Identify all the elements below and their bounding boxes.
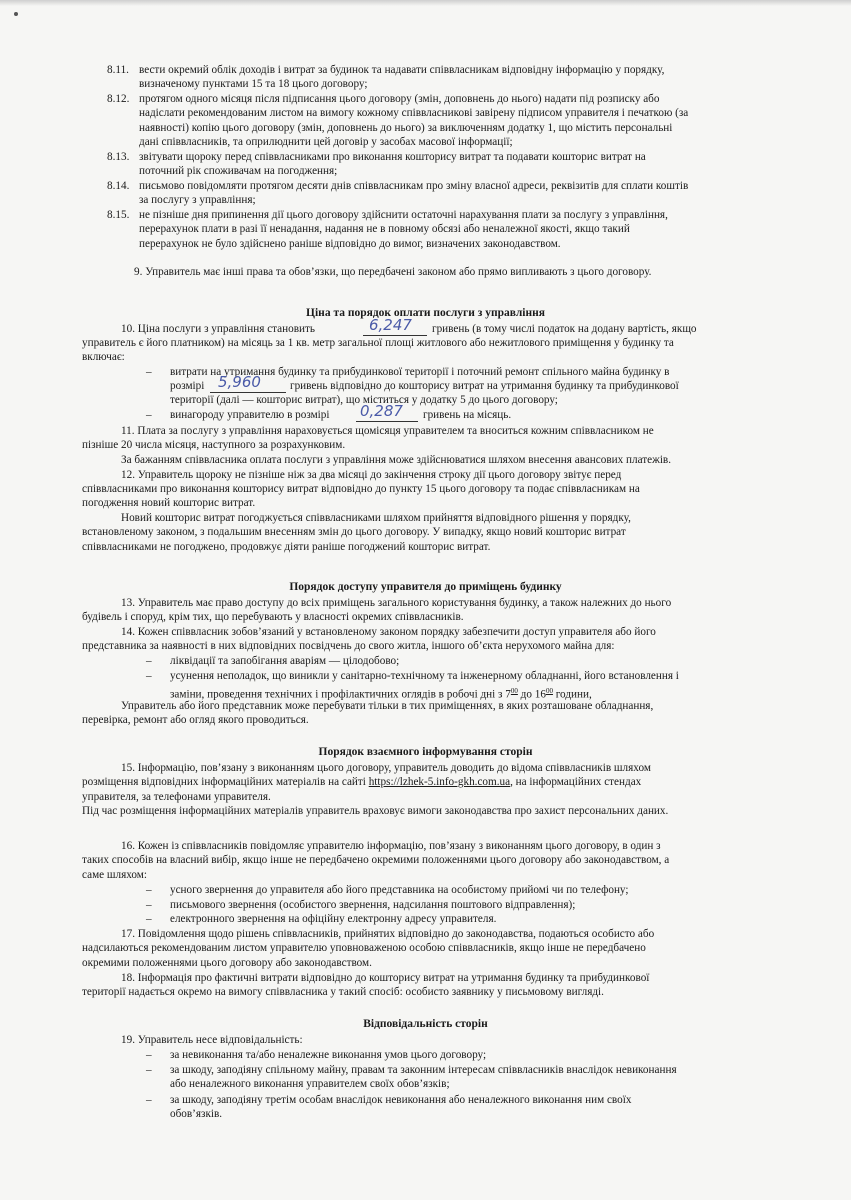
bullet-text: за шкоду, заподіяну третім особам внаслідок невиконання або неналежного виконання ним своїх [170, 1094, 632, 1106]
clause-13-text: будівель і споруд, крім тих, що перебувають у власності окремих співвласників. [82, 611, 464, 623]
bullet-text: усунення неполадок, що виникли у санітарно-технічному та інженерному обладнанні, його встановлення і [170, 670, 679, 682]
clause-15-text [82, 775, 641, 789]
bullet-text: розмірі [170, 380, 205, 392]
access-text: Управитель або його представник може перебувати тільки в тих приміщеннях, в яких розташоване обладнання, [121, 700, 654, 712]
clause-18-text: території надається окремо на вимогу співвласника у такий спосіб: особисто заявнику у письмовому вигляді. [82, 986, 604, 998]
clause-text: визначеному пунктами 15 та 18 цього договору; [139, 78, 368, 90]
hours-text: години, [552, 688, 592, 701]
bullet-text: території (далі — кошторис витрат), що міститься у додатку 5 до цього договору; [170, 394, 558, 406]
bullet-text: витрати на утримання будинку та прибудинкової території і поточний ремонт спільного майна будинку в [170, 366, 670, 378]
clause-text: за послугу з управління; [139, 194, 256, 206]
clause-17-text: надсилаються рекомендованим листом управителю уповноваженою особою співвласників, якщо інше не передбачено [82, 942, 646, 954]
bullet-text: усного звернення до управителя або його представника на особистому прийомі чи по телефону; [170, 884, 629, 896]
clause-15-text: Під час розміщення інформаційних матеріалів управитель враховує вимоги законодавства про захист персональних даних. [82, 805, 669, 817]
section-title-access: Порядок доступу управителя до приміщень будинку [289, 581, 562, 593]
clause-19-text: 19. Управитель несе відповідальність: [121, 1034, 303, 1046]
clause-12-text: встановленому законом, з подальшим внесенням змін до цього договору. У випадку, якщо новий кошторис витрат [82, 526, 626, 538]
clause-10-text: управитель є його платником) на місяць за 1 кв. метр загальної площі житлового або нежитлового приміщення у будинку та [82, 337, 674, 349]
handwritten-amount: 5,960 [218, 373, 261, 391]
clause-14-text: 14. Кожен співвласник зобов’язаний у встановленому законом порядку забезпечити доступ управителя або його [121, 626, 656, 638]
clause-number: 8.13. [107, 151, 130, 163]
clause-11-text: За бажанням співвласника оплата послуги з управління може здійснюватися шляхом внесення авансових платежів. [121, 454, 672, 466]
clause-11-text: 11. Плата за послугу з управління нараховується щомісяця управителем та вноситься кожним співвласником не [121, 425, 654, 437]
clause-text: звітувати щороку перед співвласниками про виконання кошторису витрат та подавати кошторис витрат на [139, 151, 646, 163]
clause-13-text: 13. Управитель має право доступу до всіх приміщень загального користування будинку, а також належних до нього [121, 597, 672, 609]
bullet-dash: – [146, 1049, 152, 1061]
clause-text: вести окремий облік доходів і витрат за будинок та надавати співвласникам відповідну інформацію у порядку, [139, 64, 665, 76]
clause-15-part: , на інформаційних стендах [510, 776, 642, 788]
section-title-price: Ціна та порядок оплати послуги з управління [306, 307, 545, 319]
bullet-text: гривень відповідно до кошторису витрат на утримання будинку та прибудинкової [290, 380, 679, 392]
clause-number: 8.14. [107, 180, 130, 192]
bullet-dash: – [146, 409, 152, 421]
hours-superscript: 00 [510, 687, 518, 695]
clause-11-text: пізніше 20 числа місяця, наступного за розрахунковим. [82, 439, 346, 451]
clause-text: перерахунок плати в разі її ненадання, надання не в повному обсязі або неналежної якості, якщо такий [139, 223, 630, 235]
clause-number: 8.15. [107, 209, 130, 221]
hours-superscript: 00 [545, 687, 553, 695]
scan-speck [14, 12, 18, 16]
bullet-text: за невиконання та/або неналежне виконання умов цього договору; [170, 1049, 487, 1061]
bullet-dash: – [146, 670, 152, 682]
handwritten-price: 6,247 [369, 316, 412, 334]
hours-text: до 16 [517, 688, 546, 701]
clause-text: наявності) копію цього договору (змін, доповнень до нього) за виключенням додатку 1, що містить персональні [139, 122, 673, 134]
section-title-information: Порядок взаємного інформування сторін [318, 746, 533, 758]
clause-9: 9. Управитель має інші права та обов’язки, що передбачені законом або прямо випливають з цього договору. [134, 266, 652, 278]
bullet-dash: – [146, 884, 152, 896]
clause-12-text: 12. Управитель щороку не пізніше ніж за два місяці до закінчення строку дії цього договору звітує перед [121, 469, 622, 481]
hours-text: заміни, проведення технічних і профілактичних оглядів в робочі дні з 7 [170, 688, 511, 701]
clause-12-text: співвласниками не погоджено, продовжує діяти раніше погоджений кошторис витрат. [82, 541, 491, 553]
clause-12-text: Новий кошторис витрат погоджується співвласниками шляхом прийняття відповідного рішення у порядку, [121, 512, 631, 524]
fill-line [356, 421, 418, 422]
bullet-text: гривень на місяць. [423, 409, 512, 421]
bullet-text: ліквідації та запобігання аваріям — цілодобово; [170, 655, 400, 667]
clause-text: дані співвласників, та оприлюднити цей договір у засобах масової інформації; [139, 136, 513, 148]
bullet-text: винагороду управителю в розмірі [170, 409, 330, 421]
clause-15-text: управителя, за телефонами управителя. [82, 791, 271, 803]
website-link[interactable]: https://lzhek-5.info-gkh.com.ua [368, 776, 511, 788]
clause-14-text: представника за наявності в них відповідних посвідчень до свого житла, іншого об’єкта нерухомого майна для: [82, 640, 615, 652]
bullet-text: письмового звернення (особистого звернення, надсилання поштового відправлення); [170, 899, 576, 911]
clause-18-text: 18. Інформація про фактичні витрати відповідно до кошторису витрат на утримання будинку та прибудинкової [121, 972, 650, 984]
clause-15-part: розміщення відповідних інформаційних матеріалів на сайті [82, 776, 366, 788]
clause-number: 8.12. [107, 93, 130, 105]
clause-15-text: 15. Інформацію, пов’язану з виконанням цього договору, управитель доводить до відома співвласників шляхом [121, 762, 651, 774]
bullet-text: обов’язків. [170, 1108, 223, 1120]
bullet-dash: – [146, 366, 152, 378]
clause-17-text: окремими положеннями цього договору або законодавством. [82, 957, 372, 969]
clause-text: перерахунок не було здійснено раніше відповідно до вимог, визначених законодавством. [139, 238, 561, 250]
bullet-text: або неналежного виконання управителем своїх обов’язків; [170, 1078, 450, 1090]
clause-10-text: гривень (в тому числі податок на додану вартість, якщо [432, 323, 697, 335]
clause-10-text: включає: [82, 351, 125, 363]
clause-text: письмово повідомляти протягом десяти днів співвласникам про зміну власної адреси, реквізитів для сплати коштів [139, 180, 689, 192]
bullet-dash: – [146, 913, 152, 925]
clause-12-text: співвласниками про виконання кошторису витрат відповідно до пункту 15 цього договору та подає співвласникам на [82, 483, 640, 495]
clause-number: 8.11. [107, 64, 129, 76]
clause-16-text: 16. Кожен із співвласників повідомляє управителю інформацію, пов’язану з виконанням цього договору, в один з [121, 840, 661, 852]
bullet-dash: – [146, 655, 152, 667]
clause-17-text: 17. Повідомлення щодо рішень співвласників, прийнятих відповідно до законодавства, подаються особисто або [121, 928, 655, 940]
bullet-dash: – [146, 899, 152, 911]
bullet-dash: – [146, 1094, 152, 1106]
clause-16-text: таких способів на власний вибір, якщо інше не передбачено окремими положеннями цього договору або законодавством, а [82, 854, 670, 866]
section-title-responsibility: Відповідальність сторін [363, 1018, 488, 1030]
handwritten-fee: 0,287 [360, 402, 403, 420]
access-text: перевірка, ремонт або огляд якого проводиться. [82, 714, 309, 726]
bullet-dash: – [146, 1064, 152, 1076]
clause-10-text: 10. Ціна послуги з управління становить [121, 323, 315, 335]
clause-text: не пізніше дня припинення дії цього договору здійснити остаточні нарахування плати за послугу з управління, [139, 209, 668, 221]
bullet-text: за шкоду, заподіяну спільному майну, правам та законним інтересам співвласників внаслідок невиконання [170, 1064, 677, 1076]
clause-12-text: погодження новий кошторис витрат. [82, 497, 256, 509]
clause-text: надіслати рекомендованим листом на вимогу кожному співвласникові завірену підписом управителя і печаткою (за [139, 107, 689, 119]
clause-text: поточний рік споживачам на погодження; [139, 165, 338, 177]
scan-edge [0, 0, 851, 6]
clause-16-text: саме шляхом: [82, 869, 147, 881]
clause-text: протягом одного місяця після підписання цього договору (змін, доповнень до нього) надати під розписку або [139, 93, 660, 105]
bullet-text: електронного звернення на офіційну електронну адресу управителя. [170, 913, 497, 925]
